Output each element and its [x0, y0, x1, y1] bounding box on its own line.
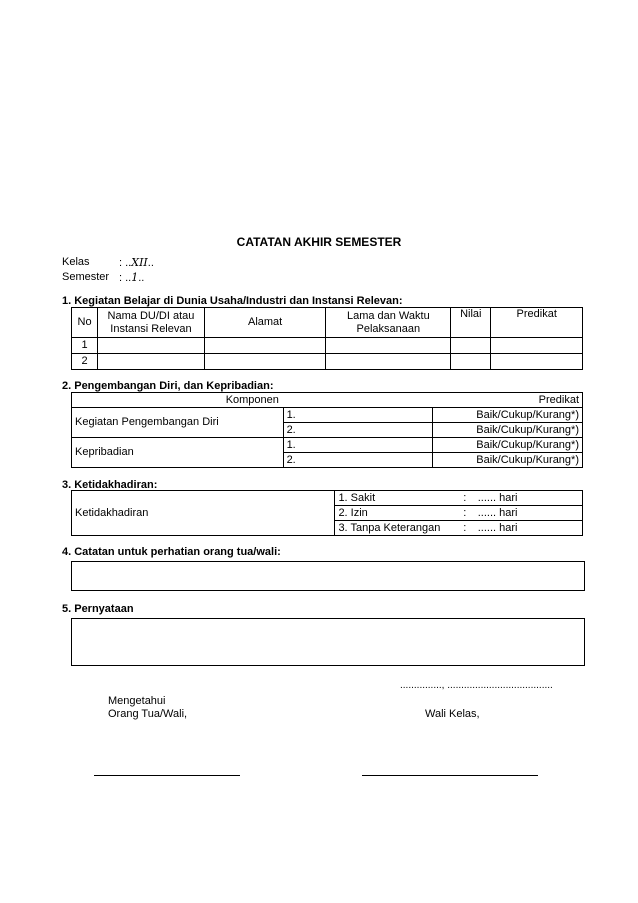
kelas-sep: : ..	[119, 257, 132, 269]
komponen-header: Komponen	[72, 393, 433, 408]
section4-heading: 4. Catatan untuk perhatian orang tua/wali:	[62, 546, 281, 558]
kelas-handwritten: XII	[131, 256, 148, 269]
page-title: CATATAN AKHIR SEMESTER	[236, 235, 402, 249]
col-nama-line2: Instansi Relevan	[110, 322, 192, 335]
col-alamat: Alamat	[204, 308, 326, 338]
kelas-value	[119, 256, 154, 269]
semester-handwritten: 1	[131, 271, 139, 284]
col-nama-line1: Nama DU/DI atau	[107, 309, 195, 322]
cell-nama[interactable]	[98, 354, 205, 370]
absence-colon: :	[455, 506, 475, 521]
col-lama	[326, 308, 451, 338]
kepribadian-2: 2.	[283, 453, 433, 468]
cell-alamat[interactable]	[204, 354, 326, 370]
kepribadian-1: 1.	[283, 438, 433, 453]
ketidakhadiran-table	[71, 490, 583, 536]
absence-type: 2. Izin	[335, 506, 455, 521]
table-row	[72, 408, 583, 423]
section5-heading: 5. Pernyataan	[62, 603, 134, 615]
cell-predikat[interactable]	[491, 338, 583, 354]
cell-predikat[interactable]	[491, 354, 583, 370]
col-nama	[98, 308, 205, 338]
table-row	[72, 338, 583, 354]
semester-tail: ..	[138, 272, 145, 284]
wali-kelas-signature-line	[362, 775, 538, 776]
section2-heading: 2. Pengembangan Diri, dan Kepribadian:	[62, 380, 274, 392]
kepribadian-label: Kepribadian	[72, 438, 284, 468]
cell-lama[interactable]	[326, 354, 451, 370]
place-date: ..............., ......................................	[400, 680, 553, 691]
kepribadian-2-predikat: Baik/Cukup/Kurang*)	[433, 453, 583, 468]
kepribadian-1-predikat: Baik/Cukup/Kurang*)	[433, 438, 583, 453]
kelas-label: Kelas	[62, 256, 90, 268]
table-header-row	[72, 393, 583, 408]
predikat-header: Predikat	[433, 393, 583, 408]
table-row	[72, 491, 583, 506]
absence-type: 3. Tanpa Keterangan	[335, 521, 455, 536]
cell-alamat[interactable]	[204, 338, 326, 354]
cell-nama[interactable]	[98, 338, 205, 354]
section3-heading: 3. Ketidakhadiran:	[62, 479, 158, 491]
catatan-box[interactable]	[71, 561, 585, 591]
kelas-tail: ..	[147, 257, 154, 269]
orang-tua-label: Orang Tua/Wali,	[108, 708, 188, 720]
absence-type: 1. Sakit	[335, 491, 455, 506]
section1-heading: 1. Kegiatan Belajar di Dunia Usaha/Industri dan Instansi Relevan:	[62, 295, 403, 307]
absence-value: ...... hari	[475, 506, 583, 521]
kegiatan-2: 2.	[283, 423, 433, 438]
pernyataan-box[interactable]	[71, 618, 585, 666]
absence-value: ...... hari	[475, 521, 583, 536]
col-lama-line1: Lama dan Waktu	[346, 309, 430, 322]
du-di-table	[71, 307, 583, 370]
table-header-row	[72, 308, 583, 338]
semester-value	[119, 271, 144, 284]
cell-nilai[interactable]	[451, 338, 491, 354]
orang-tua-signature-line	[94, 775, 240, 776]
ketidakhadiran-label: Ketidakhadiran	[72, 491, 335, 536]
col-lama-line2: Pelaksanaan	[356, 322, 421, 335]
table-row	[72, 438, 583, 453]
absence-value: ...... hari	[475, 491, 583, 506]
mengetahui-label: Mengetahui	[108, 695, 166, 707]
kegiatan-1: 1.	[283, 408, 433, 423]
absence-colon: :	[455, 491, 475, 506]
kegiatan-label: Kegiatan Pengembangan Diri	[72, 408, 284, 438]
semester-sep: : ..	[119, 272, 132, 284]
pengembangan-table	[71, 392, 583, 468]
wali-kelas-label: Wali Kelas,	[425, 708, 480, 720]
row-number: 1	[72, 338, 98, 354]
kegiatan-2-predikat: Baik/Cukup/Kurang*)	[433, 423, 583, 438]
kegiatan-1-predikat: Baik/Cukup/Kurang*)	[433, 408, 583, 423]
cell-nilai[interactable]	[451, 354, 491, 370]
col-predikat: Predikat	[491, 308, 583, 338]
absence-colon: :	[455, 521, 475, 536]
col-nilai: Nilai	[451, 308, 491, 338]
col-no: No	[72, 308, 98, 338]
semester-label: Semester	[62, 271, 110, 283]
cell-lama[interactable]	[326, 338, 451, 354]
row-number: 2	[72, 354, 98, 370]
table-row	[72, 354, 583, 370]
